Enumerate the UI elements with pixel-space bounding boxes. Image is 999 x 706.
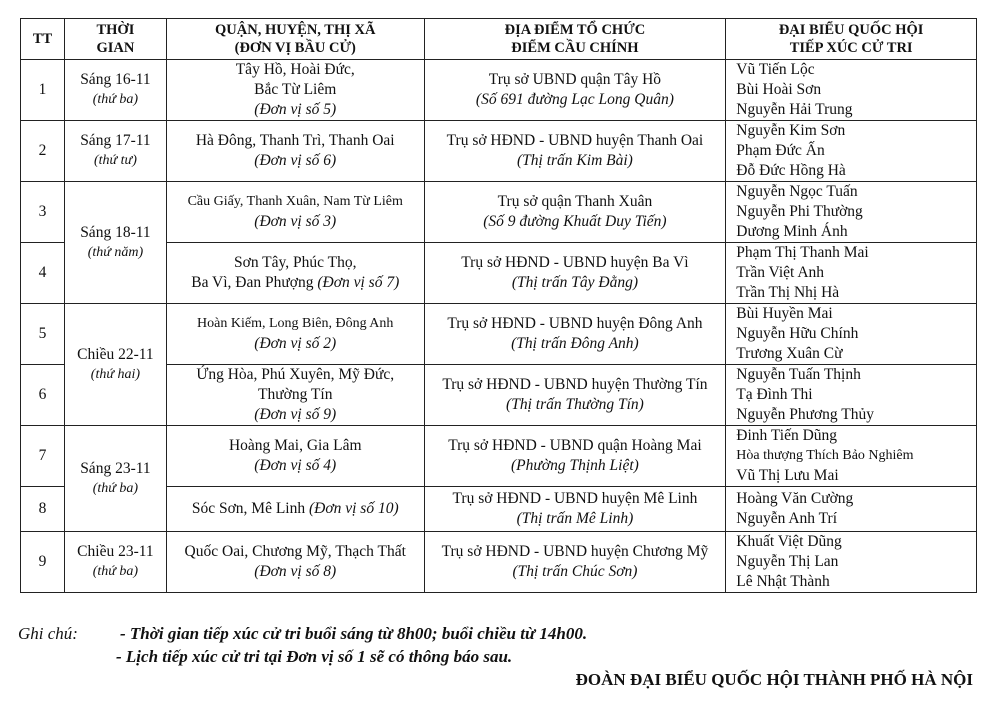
header-venue: ĐỊA ĐIỂM TỔ CHỨC ĐIỂM CẦU CHÍNH (424, 19, 726, 60)
table-header-row (21, 19, 977, 60)
district-cell: Hoàn Kiếm, Long Biên, Đông Anh (Đơn vị số 2) (166, 304, 424, 365)
venue-cell: Trụ sở HĐND - UBND quận Hoàng Mai (Phường Thịnh Liệt) (424, 426, 726, 487)
district-cell: Hà Đông, Thanh Trì, Thanh Oai (Đơn vị số 6) (166, 121, 424, 182)
delegates-cell: Nguyễn Tuấn Thịnh Tạ Đình Thi Nguyễn Phương Thủy (726, 365, 977, 426)
header-time: THỜI GIAN (64, 19, 166, 60)
district-cell: Tây Hồ, Hoài Đức, Bắc Từ Liêm (Đơn vị số 5) (166, 60, 424, 121)
note-line-1 (18, 622, 587, 645)
delegates-cell: Hoàng Văn Cường Nguyễn Anh Trí (726, 487, 977, 532)
signature: ĐOÀN ĐẠI BIỂU QUỐC HỘI THÀNH PHỐ HÀ NỘI (575, 670, 973, 689)
delegates-cell: Nguyễn Kim Sơn Phạm Đức Ấn Đỗ Đức Hồng Hà (726, 121, 977, 182)
venue-cell: Trụ sở HĐND - UBND huyện Thường Tín (Thị trấn Thường Tín) (424, 365, 726, 426)
delegates-cell: Bùi Huyền Mai Nguyễn Hữu Chính Trương Xuân Cừ (726, 304, 977, 365)
row-number: 7 (21, 426, 65, 487)
schedule-table (20, 18, 977, 593)
time-cell: Sáng 18-11 (thứ năm) (64, 182, 166, 304)
venue-cell: Trụ sở HĐND - UBND huyện Mê Linh (Thị trấn Mê Linh) (424, 487, 726, 532)
time-cell: Sáng 16-11 (thứ ba) (64, 60, 166, 121)
table-row (21, 426, 977, 487)
time-cell: Chiều 22-11 (thứ hai) (64, 304, 166, 426)
venue-cell: Trụ sở HĐND - UBND huyện Ba Vì (Thị trấn Tây Đằng) (424, 243, 726, 304)
venue-cell: Trụ sở UBND quận Tây Hồ (Số 691 đường Lạc Long Quân) (424, 60, 726, 121)
row-number: 1 (21, 60, 65, 121)
delegates-cell: Đinh Tiến Dũng Hòa thượng Thích Bảo Nghiêm Vũ Thị Lưu Mai (726, 426, 977, 487)
header-tt: TT (21, 19, 65, 60)
delegates-cell: Phạm Thị Thanh Mai Trần Việt Anh Trần Thị Nhị Hà (726, 243, 977, 304)
district-cell: Sơn Tây, Phúc Thọ, Ba Vì, Đan Phượng (Đơn vị số 7) (166, 243, 424, 304)
delegates-cell: Vũ Tiến Lộc Bùi Hoài Sơn Nguyễn Hải Trung (726, 60, 977, 121)
district-cell: Ứng Hòa, Phú Xuyên, Mỹ Đức, Thường Tín (Đơn vị số 9) (166, 365, 424, 426)
note-line-2: - Lịch tiếp xúc cử tri tại Đơn vị số 1 sẽ có thông báo sau. (116, 647, 513, 666)
venue-cell: Trụ sở quận Thanh Xuân (Số 9 đường Khuất Duy Tiến) (424, 182, 726, 243)
table-row (21, 121, 977, 182)
row-number: 5 (21, 304, 65, 365)
district-cell: Cầu Giấy, Thanh Xuân, Nam Từ Liêm (Đơn vị số 3) (166, 182, 424, 243)
table-row (21, 182, 977, 243)
header-delegates: ĐẠI BIỂU QUỐC HỘI TIẾP XÚC CỬ TRI (726, 19, 977, 60)
notes-section (18, 622, 587, 668)
district-cell: Hoàng Mai, Gia Lâm (Đơn vị số 4) (166, 426, 424, 487)
table-row (21, 304, 977, 365)
row-number: 8 (21, 487, 65, 532)
time-cell: Sáng 17-11 (thứ tư) (64, 121, 166, 182)
time-cell: Sáng 23-11 (thứ ba) (64, 426, 166, 532)
row-number: 6 (21, 365, 65, 426)
notes-label: Ghi chú: (18, 624, 78, 643)
delegates-cell: Khuất Việt Dũng Nguyễn Thị Lan Lê Nhật Thành (726, 532, 977, 593)
venue-cell: Trụ sở HĐND - UBND huyện Đông Anh (Thị trấn Đông Anh) (424, 304, 726, 365)
row-number: 2 (21, 121, 65, 182)
district-cell: Sóc Sơn, Mê Linh (Đơn vị số 10) (166, 487, 424, 532)
table-row (21, 532, 977, 593)
venue-cell: Trụ sở HĐND - UBND huyện Thanh Oai (Thị trấn Kim Bài) (424, 121, 726, 182)
header-district: QUẬN, HUYỆN, THỊ XÃ (ĐƠN VỊ BẦU CỬ) (166, 19, 424, 60)
table-row (21, 60, 977, 121)
row-number: 4 (21, 243, 65, 304)
district-cell: Quốc Oai, Chương Mỹ, Thạch Thất (Đơn vị số 8) (166, 532, 424, 593)
venue-cell: Trụ sở HĐND - UBND huyện Chương Mỹ (Thị trấn Chúc Sơn) (424, 532, 726, 593)
row-number: 3 (21, 182, 65, 243)
row-number: 9 (21, 532, 65, 593)
time-cell: Chiều 23-11 (thứ ba) (64, 532, 166, 593)
delegates-cell: Nguyễn Ngọc Tuấn Nguyễn Phi Thường Dương Minh Ánh (726, 182, 977, 243)
note-text-1: - Thời gian tiếp xúc cử tri buổi sáng từ 8h00; buổi chiều từ 14h00. (120, 624, 588, 643)
